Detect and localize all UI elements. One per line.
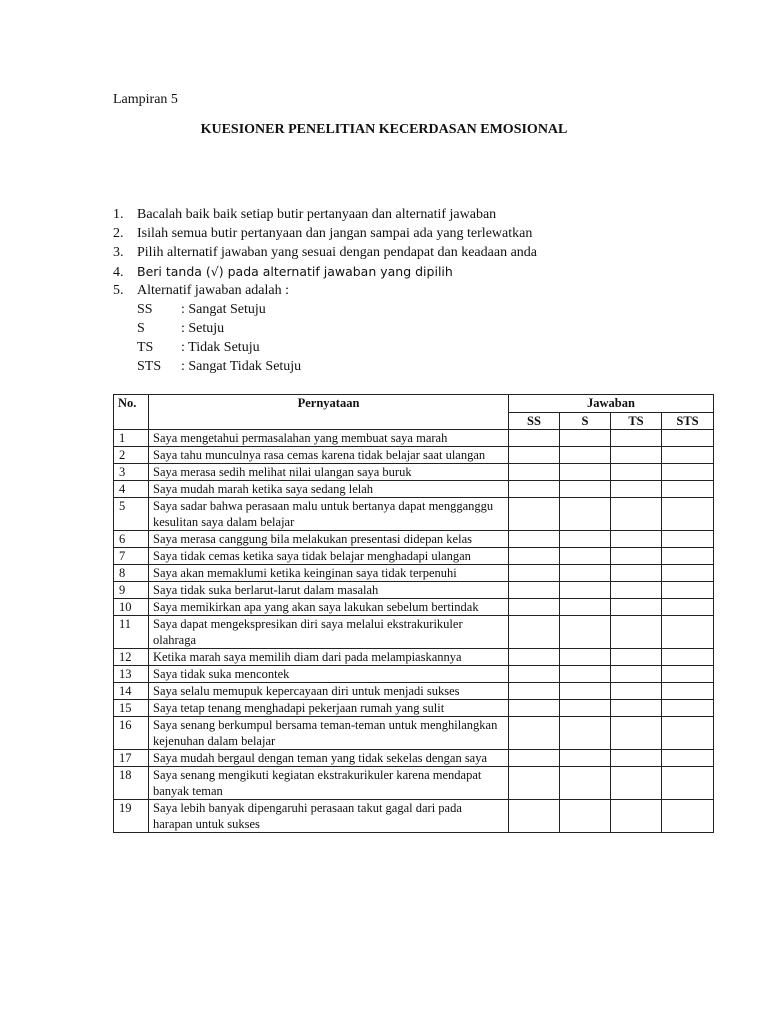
answer-cell-ts[interactable] (611, 447, 662, 464)
table-row (114, 498, 714, 531)
answer-cell-sts[interactable] (662, 565, 714, 582)
answer-cell-s[interactable] (560, 683, 611, 700)
answer-cell-ss[interactable] (509, 800, 560, 833)
row-number: 1 (114, 430, 149, 447)
instruction-number: 5. (113, 283, 124, 298)
answer-options-item (113, 300, 537, 376)
answer-cell-sts[interactable] (662, 447, 714, 464)
answer-cell-s[interactable] (560, 649, 611, 666)
table-row (114, 464, 714, 481)
answer-cell-ss[interactable] (509, 717, 560, 750)
table-row (114, 700, 714, 717)
answer-cell-sts[interactable] (662, 649, 714, 666)
row-statement: Saya dapat mengekspresikan diri saya melalui ekstrakurikuler olahraga (149, 616, 509, 649)
instruction-item (113, 205, 537, 224)
answer-cell-s[interactable] (560, 548, 611, 565)
instruction-item (113, 224, 537, 243)
answer-cell-s[interactable] (560, 750, 611, 767)
instructions-list (113, 205, 537, 376)
header-answer: Jawaban (509, 395, 714, 413)
row-number: 15 (114, 700, 149, 717)
row-statement: Saya mudah marah ketika saya sedang lelah (149, 481, 509, 498)
answer-cell-sts[interactable] (662, 531, 714, 548)
answer-cell-s[interactable] (560, 582, 611, 599)
answer-cell-ss[interactable] (509, 767, 560, 800)
answer-cell-ss[interactable] (509, 430, 560, 447)
table-row (114, 750, 714, 767)
answer-cell-ss[interactable] (509, 750, 560, 767)
row-number: 13 (114, 666, 149, 683)
answer-option-code: S (137, 321, 145, 336)
instruction-text: Alternatif jawaban adalah : (137, 283, 289, 298)
answer-cell-ss[interactable] (509, 565, 560, 582)
questionnaire-table (113, 394, 714, 833)
row-number: 12 (114, 649, 149, 666)
answer-cell-s[interactable] (560, 599, 611, 616)
row-statement: Saya sadar bahwa perasaan malu untuk bertanya dapat mengganggu kesulitan saya dalam belajar (149, 498, 509, 531)
table-row (114, 565, 714, 582)
answer-option-meaning: : Sangat Setuju (181, 302, 266, 317)
table-row (114, 616, 714, 649)
answer-cell-ss[interactable] (509, 599, 560, 616)
answer-cell-ts[interactable] (611, 599, 662, 616)
answer-cell-s[interactable] (560, 498, 611, 531)
answer-cell-ss[interactable] (509, 649, 560, 666)
answer-cell-s[interactable] (560, 616, 611, 649)
row-number: 6 (114, 531, 149, 548)
answer-cell-ss[interactable] (509, 464, 560, 481)
table-row (114, 447, 714, 464)
answer-cell-ts[interactable] (611, 481, 662, 498)
answer-option-code: SS (137, 302, 153, 317)
row-number: 19 (114, 800, 149, 833)
answer-cell-sts[interactable] (662, 800, 714, 833)
instruction-number: 3. (113, 245, 124, 260)
answer-cell-ss[interactable] (509, 582, 560, 599)
instruction-item (113, 281, 537, 300)
answer-cell-ts[interactable] (611, 683, 662, 700)
row-number: 11 (114, 616, 149, 649)
row-number: 10 (114, 599, 149, 616)
instruction-number: 2. (113, 226, 124, 241)
answer-cell-s[interactable] (560, 666, 611, 683)
table-row (114, 666, 714, 683)
answer-cell-sts[interactable] (662, 464, 714, 481)
instruction-number: 1. (113, 207, 124, 222)
answer-cell-sts[interactable] (662, 683, 714, 700)
row-statement: Saya tahu munculnya rasa cemas karena tidak belajar saat ulangan (149, 447, 509, 464)
table-row (114, 649, 714, 666)
header-answer-s: S (560, 413, 611, 430)
row-statement: Saya tidak suka berlarut-larut dalam masalah (149, 582, 509, 599)
answer-cell-sts[interactable] (662, 498, 714, 531)
row-number: 4 (114, 481, 149, 498)
answer-cell-s[interactable] (560, 700, 611, 717)
answer-cell-s[interactable] (560, 531, 611, 548)
answer-cell-ss[interactable] (509, 498, 560, 531)
answer-cell-sts[interactable] (662, 430, 714, 447)
answer-cell-ts[interactable] (611, 498, 662, 531)
table-row (114, 430, 714, 447)
answer-cell-ts[interactable] (611, 616, 662, 649)
attachment-label: Lampiran 5 (113, 92, 178, 107)
header-no: No. (114, 395, 149, 430)
answer-option-meaning: : Setuju (181, 321, 225, 336)
row-number: 8 (114, 565, 149, 582)
row-statement: Saya selalu memupuk kepercayaan diri untuk menjadi sukses (149, 683, 509, 700)
row-number: 18 (114, 767, 149, 800)
row-number: 17 (114, 750, 149, 767)
answer-cell-ss[interactable] (509, 447, 560, 464)
answer-cell-ss[interactable] (509, 531, 560, 548)
answer-option-meaning: : Sangat Tidak Setuju (181, 359, 302, 374)
row-number: 16 (114, 717, 149, 750)
answer-cell-ss[interactable] (509, 616, 560, 649)
answer-cell-ts[interactable] (611, 565, 662, 582)
answer-cell-s[interactable] (560, 717, 611, 750)
answer-cell-ts[interactable] (611, 548, 662, 565)
row-statement: Saya lebih banyak dipengaruhi perasaan takut gagal dari pada harapan untuk sukses (149, 800, 509, 833)
instruction-item (113, 262, 537, 281)
row-statement: Saya senang mengikuti kegiatan ekstrakurikuler karena mendapat banyak teman (149, 767, 509, 800)
answer-cell-s[interactable] (560, 430, 611, 447)
instruction-text: Bacalah baik baik setiap butir pertanyaan dan alternatif jawaban (137, 207, 497, 222)
answer-cell-ts[interactable] (611, 666, 662, 683)
answer-option (137, 338, 537, 357)
header-statement: Pernyataan (149, 395, 509, 430)
instruction-text: Pilih alternatif jawaban yang sesuai dengan pendapat dan keadaan anda (137, 245, 538, 260)
answer-cell-ts[interactable] (611, 582, 662, 599)
table-row (114, 582, 714, 599)
answer-cell-s[interactable] (560, 447, 611, 464)
answer-cell-s[interactable] (560, 800, 611, 833)
row-number: 14 (114, 683, 149, 700)
header-answer-sts: STS (662, 413, 714, 430)
answer-option (137, 300, 537, 319)
row-statement: Saya merasa sedih melihat nilai ulangan saya buruk (149, 464, 509, 481)
row-number: 3 (114, 464, 149, 481)
header-answer-ts: TS (611, 413, 662, 430)
row-statement: Saya tetap tenang menghadapi pekerjaan rumah yang sulit (149, 700, 509, 717)
answer-cell-ts[interactable] (611, 800, 662, 833)
table-row (114, 717, 714, 750)
table-row (114, 531, 714, 548)
row-statement: Saya merasa canggung bila melakukan presentasi didepan kelas (149, 531, 509, 548)
answer-cell-s[interactable] (560, 565, 611, 582)
answer-cell-sts[interactable] (662, 582, 714, 599)
row-statement: Saya tidak cemas ketika saya tidak belajar menghadapi ulangan (149, 548, 509, 565)
row-statement: Saya mengetahui permasalahan yang membuat saya marah (149, 430, 509, 447)
answer-cell-ts[interactable] (611, 700, 662, 717)
table-row (114, 599, 714, 616)
table-row (114, 800, 714, 833)
answer-cell-sts[interactable] (662, 666, 714, 683)
answer-option-code: TS (137, 340, 154, 355)
answer-cell-ts[interactable] (611, 767, 662, 800)
row-number: 9 (114, 582, 149, 599)
row-statement: Saya akan memaklumi ketika keinginan saya tidak terpenuhi (149, 565, 509, 582)
answer-cell-ts[interactable] (611, 531, 662, 548)
table-row (114, 481, 714, 498)
answer-option-code: STS (137, 359, 162, 374)
answer-cell-ts[interactable] (611, 464, 662, 481)
answer-cell-sts[interactable] (662, 750, 714, 767)
answer-cell-ss[interactable] (509, 683, 560, 700)
answer-option (137, 319, 537, 338)
answer-cell-sts[interactable] (662, 599, 714, 616)
answer-cell-ss[interactable] (509, 666, 560, 683)
document-title: KUESIONER PENELITIAN KECERDASAN EMOSIONAL (200, 122, 568, 137)
answer-cell-ts[interactable] (611, 430, 662, 447)
answer-options-list (113, 300, 537, 376)
row-statement: Saya mudah bergaul dengan teman yang tidak sekelas dengan saya (149, 750, 509, 767)
instruction-text: Isilah semua butir pertanyaan dan jangan sampai ada yang terlewatkan (137, 226, 533, 241)
answer-cell-sts[interactable] (662, 548, 714, 565)
answer-cell-ss[interactable] (509, 700, 560, 717)
row-number: 2 (114, 447, 149, 464)
answer-cell-s[interactable] (560, 767, 611, 800)
answer-cell-ss[interactable] (509, 548, 560, 565)
row-number: 5 (114, 498, 149, 531)
row-statement: Saya senang berkumpul bersama teman-teman untuk menghilangkan kejenuhan dalam belajar (149, 717, 509, 750)
instruction-item (113, 243, 537, 262)
answer-cell-sts[interactable] (662, 767, 714, 800)
answer-cell-sts[interactable] (662, 700, 714, 717)
answer-option-meaning: : Tidak Setuju (181, 340, 260, 355)
table-row (114, 548, 714, 565)
instruction-text: Beri tanda (√) pada alternatif jawaban yang dipilih (137, 264, 453, 279)
row-number: 7 (114, 548, 149, 565)
answer-cell-sts[interactable] (662, 616, 714, 649)
answer-cell-sts[interactable] (662, 481, 714, 498)
answer-cell-ts[interactable] (611, 750, 662, 767)
answer-option (137, 357, 537, 376)
answer-cell-sts[interactable] (662, 717, 714, 750)
table-row (114, 767, 714, 800)
answer-cell-ss[interactable] (509, 481, 560, 498)
row-statement: Ketika marah saya memilih diam dari pada melampiaskannya (149, 649, 509, 666)
answer-cell-ts[interactable] (611, 717, 662, 750)
instruction-number: 4. (113, 265, 124, 280)
row-statement: Saya memikirkan apa yang akan saya lakukan sebelum bertindak (149, 599, 509, 616)
answer-cell-s[interactable] (560, 481, 611, 498)
answer-cell-ts[interactable] (611, 649, 662, 666)
table-row (114, 683, 714, 700)
row-statement: Saya tidak suka mencontek (149, 666, 509, 683)
questionnaire-body (114, 430, 714, 833)
header-answer-ss: SS (509, 413, 560, 430)
answer-cell-s[interactable] (560, 464, 611, 481)
